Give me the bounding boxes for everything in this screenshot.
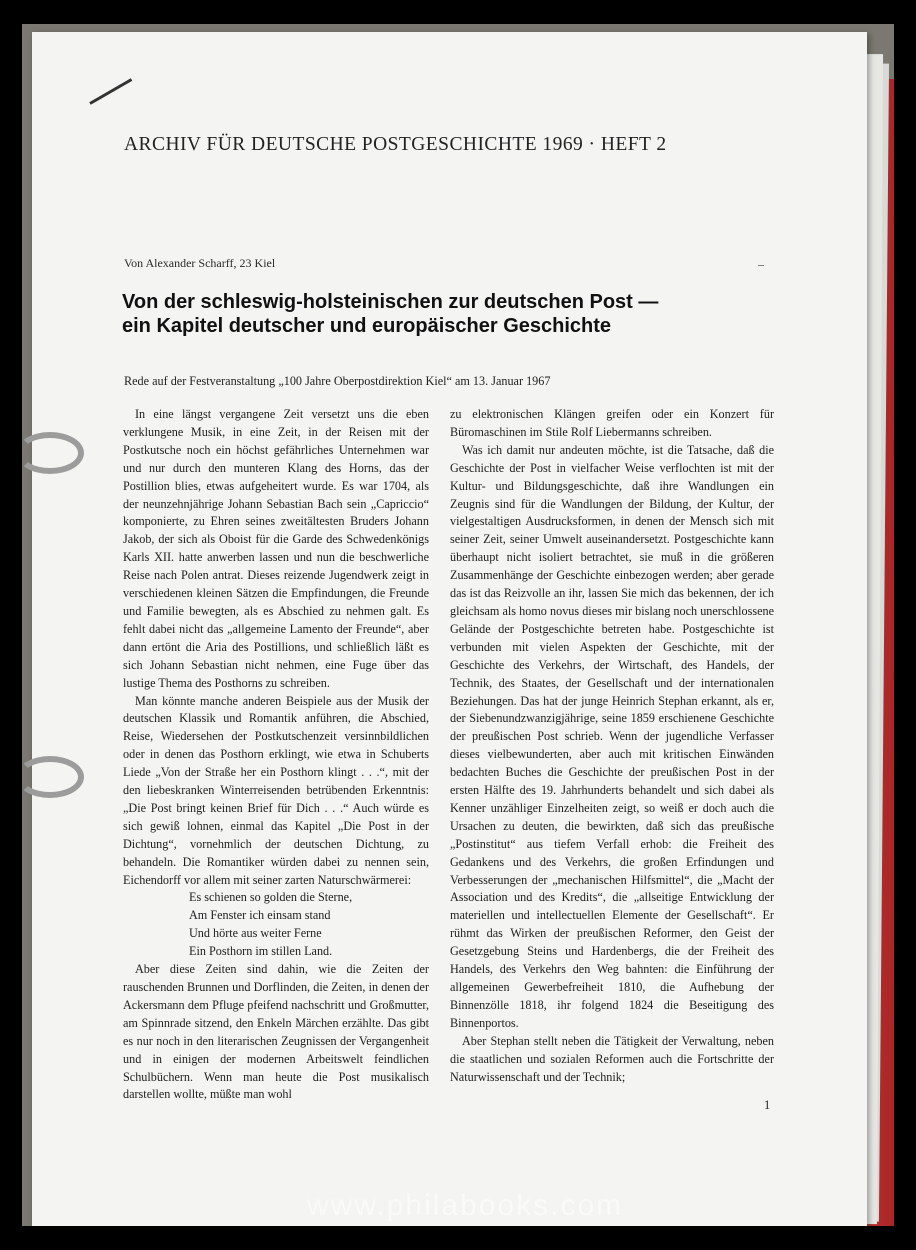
pencil-mark xyxy=(89,78,132,105)
document-page xyxy=(32,32,867,1226)
poem-line: Ein Posthorn im stillen Land. xyxy=(189,944,333,959)
watermark: www.philabooks.com xyxy=(307,1189,624,1222)
left-column xyxy=(123,406,429,1104)
title-line: ein Kapitel deutscher und europäischer Geschichte xyxy=(122,315,612,337)
title-line: Von der schleswig-holsteinischen zur deutschen Post — xyxy=(122,291,659,313)
paragraph: Aber diese Zeiten sind dahin, wie die Zeiten der rauschenden Brunnen und Dorflinden, die Zeiten, in denen der Ackersmann dem Pfluge pfeifend nachschritt und Großmutter, am Spinnrade sitzend, den Enkeln Märchen erzählte. Das gibt es nur noch in den literarischen Zeugnissen der Vergangenheit und in einigen der modernen Arbeitswelt feindlichen Schulbüchern. Wenn man heute die Post musikalisch darstellen wollte, müßte man wohl xyxy=(123,962,429,1102)
paragraph: Man könnte manche anderen Beispiele aus der Musik der deutschen Klassik und Romantik anführen, die Abschied, Reise, Wiedersehen der Postkutschenzeit versinnbildlichen oder in denen das Posthorn erklingt, wie etwa in Schuberts Liede „Von der Straße her ein Posthorn klingt . . .“, mit der den liebeskranken Winterreisenden betrübenden Erkenntnis: „Die Post bringt keinen Brief für Dich . . .“ Auch würde es sich gewiß lohnen, einmal das Kapitel „Die Post in der Dichtung“, vornehmlich der deutschen Dichtung, zu behandeln. Die Romantiker würden dabei zu nennen sein, Eichendorff vor allem mit seiner zarten Naturschwärmerei: xyxy=(123,693,429,887)
photo-frame xyxy=(22,24,894,1226)
right-column xyxy=(450,406,774,1086)
author-line: Von Alexander Scharff, 23 Kiel xyxy=(124,256,276,270)
paragraph: In eine längst vergangene Zeit versetzt uns die eben verklungene Musik, in eine Zeit, in der Reisen mit der Postkutsche noch ein höchst gefährliches Unternehmen war und nur durch den munteren Klang des Horns, das der Postillion blies, etwas aufgeheitert wurde. Es war 1704, als der neunzehnjährige Johann Sebastian Bach sein „Capriccio“ komponierte, zu Ehren seines zweitältesten Bruders Johann Jakob, der sich als Oboist für die Garde des Schwedenkönigs Karls XII. hatte anwerben lassen und nun die beschwerliche Reise nach Polen antrat. Dieses reizende Jugendwerk zeigt in verschiedenen kleinen Sätzen die Empfindungen, die Freunde und Familie bewegten, als es Abschied zu nehmen galt. Es fehlt dabei nicht das „allgemeine Lamento der Freunde“, aber dann ertönt die Aria des Postillions, und schließlich läßt es sich Johann Sebastian nicht nehmen, eine Fuge über das lustige Thema des Posthorns zu schreiben. xyxy=(123,407,429,690)
article-title xyxy=(122,290,802,338)
article-subtitle: Rede auf der Festveranstaltung „100 Jahre Oberpostdirektion Kiel“ am 13. Januar 1967 xyxy=(124,374,551,388)
poem-line: Es schienen so golden die Sterne, xyxy=(189,890,353,905)
journal-header: ARCHIV FÜR DEUTSCHE POSTGESCHICHTE 1969 · HEFT 2 xyxy=(124,134,667,155)
poem-line: Und hörte aus weiter Ferne xyxy=(189,926,322,941)
paragraph: zu elektronischen Klängen greifen oder ein Konzert für Büromaschinen im Stile Rolf Liebermanns schreiben. xyxy=(450,407,774,439)
poem-line: Am Fenster ich einsam stand xyxy=(189,908,331,923)
paragraph: Was ich damit nur andeuten möchte, ist die Tatsache, daß die Geschichte der Post in vielfacher Weise verflochten ist mit der Kultur- und Bildungsgeschichte, daß ihre Wandlungen ein Zeugnis sind für die Wandlungen der Bildung, der Kultur, der vielgestaltigen Ausdrucksformen, in denen der Mensch sich mit seiner Zeit, seiner Umwelt auseinandersetzt. Postgeschichte kann überhaupt nicht isoliert betrachtet, sie muß in die größeren Zusammenhänge der Geschichte einbezogen werden; aber gerade das ist das Reizvolle an ihr, lassen Sie mich das bekennen, der ich gleichsam als homo novus dieses mir bislang noch unerschlossene Gelände der Postgeschichte betreten habe. Postgeschichte ist verbunden mit vielen Aspekten der Geschichte, mit der Geschichte des Verkehrs, der Wirtschaft, des Handels, der Technik, des Staates, der Gesellschaft und der internationalen Beziehungen. Das hat der junge Heinrich Stephan erkannt, als er, der Siebenundzwanzigjährige, seine 1859 erschienene Geschichte der preußischen Post schrieb. Wenn der jugendliche Verfasser dieses vielbewunderten, aber auch mit kritischen Einwänden bedachten Buches die Geschichte der preußischen Post in der ersten Hälfte des 19. Jahrhunderts behandelt und sich dabei als Kenner unzähliger Einzelheiten zeigt, so weiß er doch auch die Ursachen zu deuten, die bewirkten, daß sich das preußische „Postinstitut“ aus tiefem Verfall erhob: die Freiheit des Gedankens und des Verkehrs, die großen Erfindungen und Verbesserungen der „mechanischen Hilfsmittel“, die „Macht der Association und des Kredits“, die „allseitige Entwicklung der materiellen und intellectuellen Elemente der Gesellschaft“. Er rühmt das Wirken der preußischen Reformer, den Geist der Gesetzgebung Steins und Hardenbergs, die der Freiheit des Handels, des Verkehrs den Weg bahnten: die Einführung der allgemeinen Gewerbefreiheit 1810, die Aufhebung der Binnenzölle 1818, ihr folgend 1824 die Beseitigung des Binnenportos. xyxy=(450,442,774,1030)
margin-dash: – xyxy=(758,257,764,271)
page-number: 1 xyxy=(764,1098,771,1112)
paragraph: Aber Stephan stellt neben die Tätigkeit der Verwaltung, neben die staatlichen und sozialen Reformen auch die Fortschritte der Naturwissenschaft und der Technik; xyxy=(450,1033,774,1084)
poem xyxy=(189,889,429,961)
